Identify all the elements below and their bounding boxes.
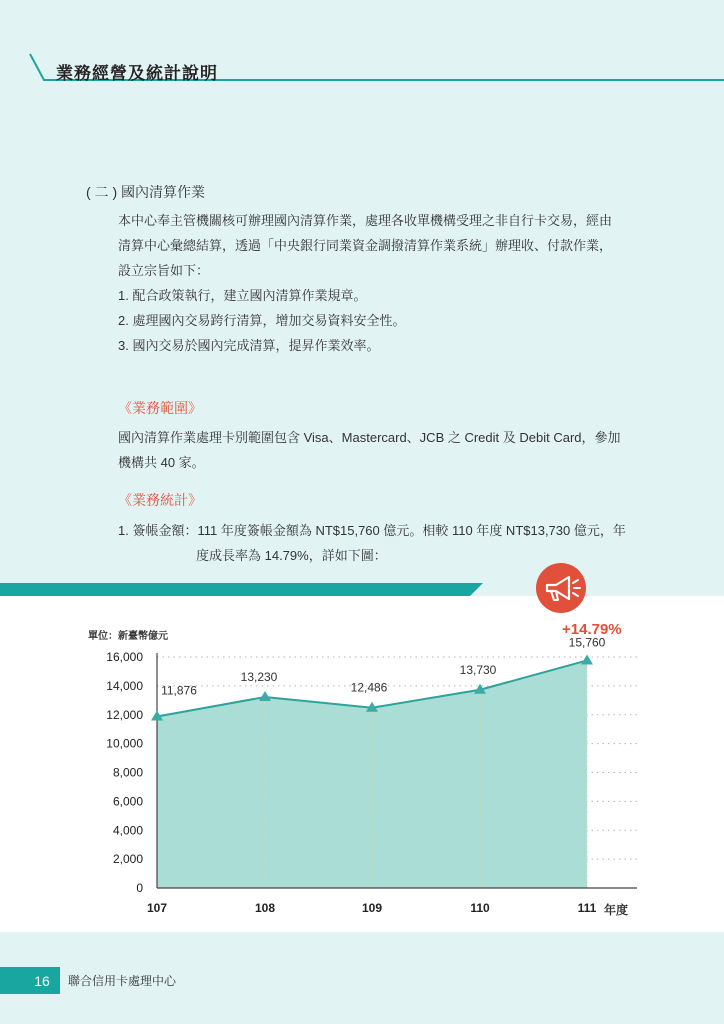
scope-title: 《業務範圍》 — [118, 400, 202, 416]
area-chart — [0, 600, 724, 940]
page-number: 16 — [0, 967, 60, 994]
x-tick-label: 110 — [470, 901, 490, 915]
y-tick-label: 6,000 — [112, 794, 143, 809]
intro-line-2: 清算中心彙總結算，透過「中央銀行同業資金調撥清算作業系統」辦理收、付款作業， — [118, 238, 613, 253]
x-tick-label: 108 — [254, 901, 276, 915]
y-tick-label: 12,000 — [106, 707, 143, 722]
goal-item-2: 2. 處理國內交易跨行清算，增加交易資料安全性。 — [118, 313, 406, 328]
goal-item-3: 3. 國內交易於國內完成清算，提昇作業效率。 — [118, 338, 380, 353]
footer-organization: 聯合信用卡處理中心 — [68, 974, 177, 988]
y-tick-label: 16,000 — [106, 650, 143, 664]
x-tick-label: 107 — [146, 901, 168, 915]
teal-accent-bar — [0, 583, 470, 596]
growth-rate-label: +14.79% — [562, 621, 622, 638]
x-tick-label: 109 — [361, 901, 383, 915]
stats-line-1: 1. 簽帳金額：111 年度簽帳金額為 NT$15,760 億元。相較 110 年度 NT$13,730 億元，年 — [118, 523, 626, 538]
data-value-label: 11,876 — [161, 683, 197, 698]
x-tick-label: 111 — [577, 901, 597, 915]
y-tick-label: 8,000 — [112, 765, 143, 780]
data-value-label: 12,486 — [350, 680, 388, 695]
y-tick-label: 2,000 — [112, 852, 143, 867]
data-point-marker — [259, 691, 271, 701]
scope-line-1: 國內清算作業處理卡別範圍包含 Visa、Mastercard、JCB 之 Credit 及 Debit Card，參加 — [118, 430, 621, 445]
data-value-label: 13,730 — [459, 662, 497, 677]
data-point-marker — [581, 654, 593, 664]
header-rule — [0, 0, 724, 100]
x-axis-unit-label: 年度 — [604, 903, 629, 917]
chart-unit-label: 單位：新臺幣億元 — [88, 631, 168, 642]
stats-title: 《業務統計》 — [118, 492, 202, 508]
section-heading: ( 二 ) 國內清算作業 — [86, 184, 205, 200]
goal-item-1: 1. 配合政策執行，建立國內清算作業規章。 — [118, 288, 367, 303]
stats-line-2: 度成長率為 14.79%，詳如下圖： — [196, 548, 387, 563]
y-tick-label: 0 — [136, 881, 143, 895]
intro-line-3: 設立宗旨如下： — [118, 263, 210, 278]
y-tick-label: 10,000 — [106, 736, 143, 751]
data-value-label: 15,760 — [568, 635, 606, 650]
page-title: 業務經營及統計說明 — [56, 64, 218, 83]
intro-line-1: 本中心奉主管機關核可辦理國內清算作業，處理各收單機構受理之非自行卡交易，經由 — [118, 213, 613, 228]
y-tick-label: 14,000 — [106, 678, 143, 693]
scope-line-2: 機構共 40 家。 — [118, 455, 205, 470]
page-header — [0, 0, 724, 100]
y-tick-label: 4,000 — [112, 823, 143, 838]
data-value-label: 13,230 — [240, 669, 278, 684]
